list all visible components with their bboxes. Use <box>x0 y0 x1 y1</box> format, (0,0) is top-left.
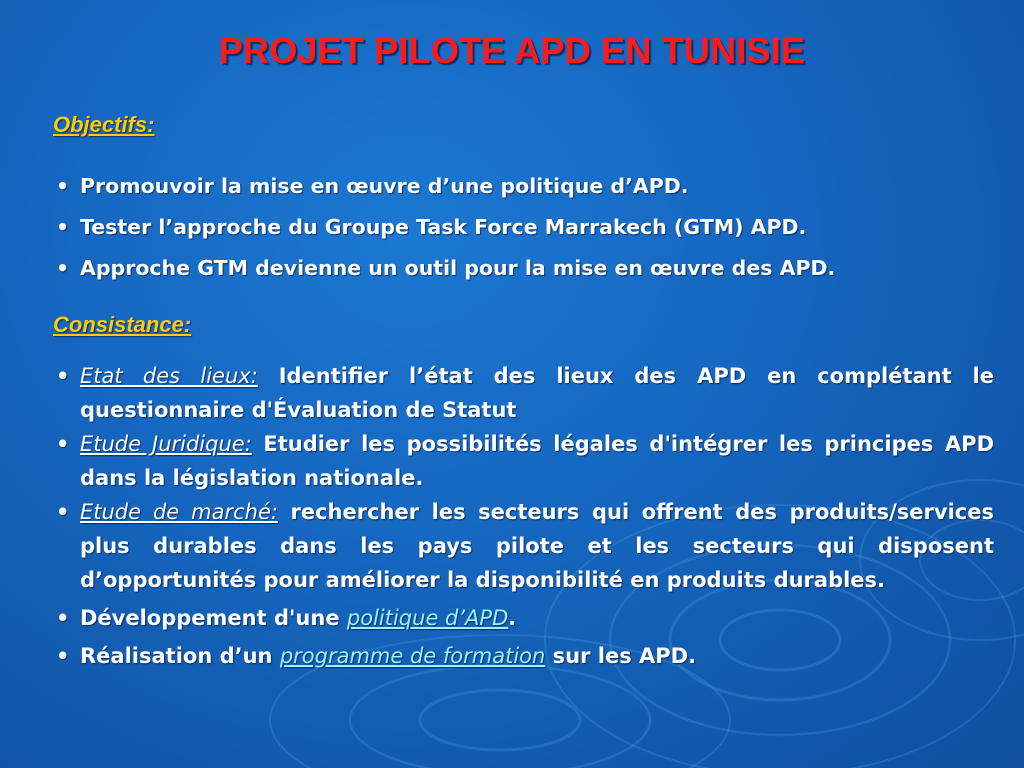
objectif-text: Tester l’approche du Groupe Task Force Marrakech (GTM) APD. <box>80 215 807 239</box>
objectif-text: Approche GTM devienne un outil pour la mise en œuvre des APD. <box>80 256 836 280</box>
etat-des-lieux-term: Etat des lieux: <box>80 364 258 388</box>
bullet-icon: • <box>56 644 70 668</box>
list-item <box>56 601 994 635</box>
etude-juridique-text: Etudier les possibilités légales d'intégrer les principes APD dans la législation nationale. <box>80 432 994 490</box>
list-item <box>56 427 994 495</box>
realisation-prefix: Réalisation d’un <box>80 644 280 668</box>
list-item <box>56 639 994 673</box>
etude-de-marche-term: Etude de marché: <box>80 500 278 524</box>
bullet-icon: • <box>56 174 70 198</box>
objectif-text: Promouvoir la mise en œuvre d’une politique d’APD. <box>80 174 689 198</box>
developpement-suffix: . <box>508 606 517 630</box>
list-item <box>56 254 994 282</box>
bullet-icon: • <box>56 606 70 630</box>
bullet-icon: • <box>56 215 70 239</box>
bullet-icon: • <box>56 364 70 388</box>
politique-apd-link[interactable]: politique d’APD <box>346 606 509 630</box>
objectifs-list <box>56 172 994 295</box>
list-item <box>56 172 994 200</box>
realisation-suffix: sur les APD. <box>545 644 697 668</box>
list-item <box>56 213 994 241</box>
bullet-icon: • <box>56 256 70 280</box>
etat-des-lieux-text: Identifier l’état des lieux des APD en complétant le questionnaire d'Évaluation de Statut <box>80 364 994 422</box>
developpement-prefix: Développement d'une <box>80 606 347 630</box>
etude-juridique-term: Etude Juridique: <box>80 432 252 456</box>
programme-formation-link[interactable]: programme de formation <box>279 644 546 668</box>
slide-title: PROJET PILOTE APD EN TUNISIE <box>218 30 806 71</box>
list-item <box>56 359 994 427</box>
bullet-icon: • <box>56 500 70 524</box>
bullet-icon: • <box>56 432 70 456</box>
consistance-heading: Consistance: <box>53 312 192 337</box>
objectifs-heading: Objectifs: <box>53 112 155 137</box>
etude-de-marche-text: rechercher les secteurs qui offrent des produits/services plus durables dans les pays pilote et les secteurs qui disposent d’opportunités pour améliorer la disponibilité en produits durables. <box>80 500 994 592</box>
list-item <box>56 495 994 597</box>
consistance-list <box>56 359 994 673</box>
